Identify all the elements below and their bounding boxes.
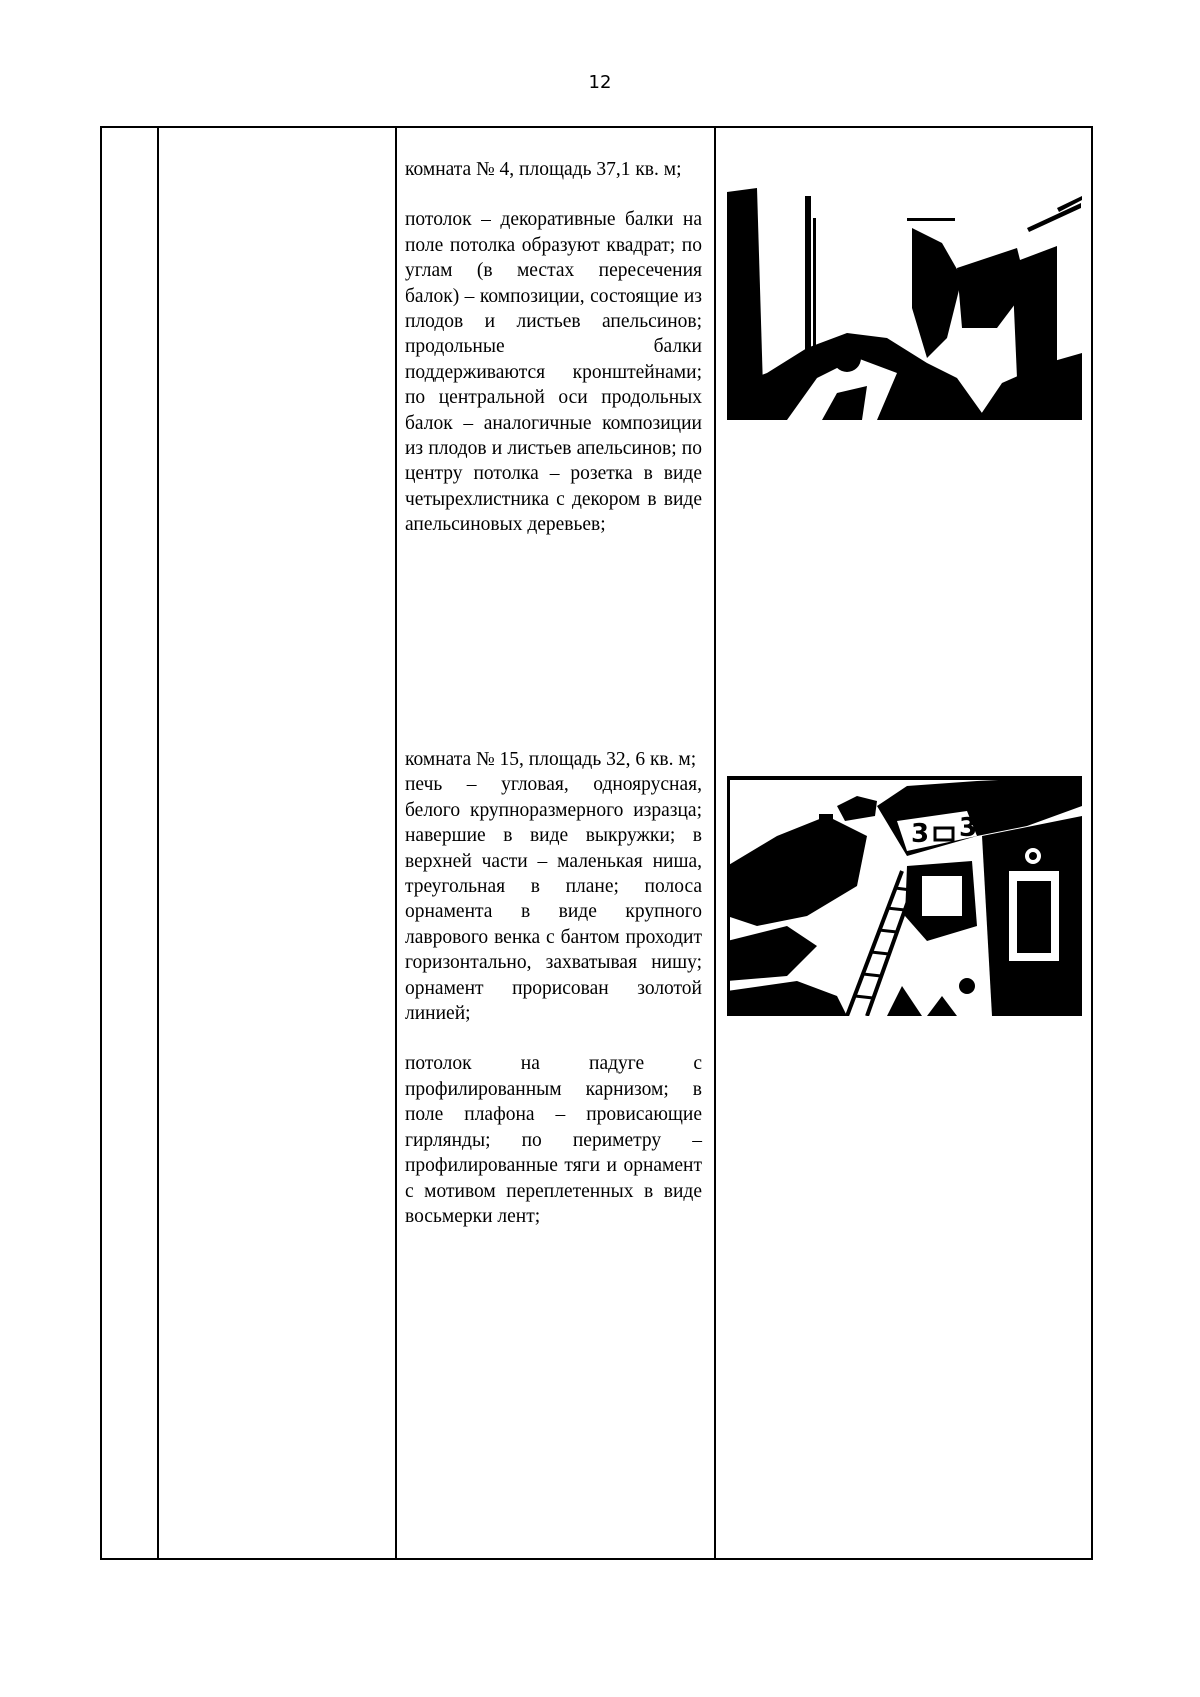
room-15-stove-text: печь – угловая, одноярусная, белого крупноразмерного изразца; навершие в виде выкружки; в верхней части – маленькая ниша, треугольная в плане; полоса орнамента в виде крупного лаврового венка с бантом проходит горизонтально, захватывая нишу; орнамент прорисован золотой линией; (405, 774, 702, 1025)
column-divider-2 (395, 128, 397, 1558)
room-4-heading: комната № 4, площадь 37,1 кв. м; (405, 159, 682, 180)
room-15-stove-photo (727, 776, 1082, 1016)
room-15-heading: комната № 15, площадь 32, 6 кв. м; (405, 749, 697, 770)
column-divider-1 (157, 128, 159, 1558)
page-number: 12 (588, 72, 612, 93)
column-divider-3 (714, 128, 716, 1558)
svg-text:3: 3 (959, 813, 978, 843)
room-4-description (405, 157, 702, 538)
room-4-ceiling-photo (727, 188, 1082, 420)
room-15-description (405, 747, 702, 1229)
room-15-ceiling-text: потолок на падуге с профилированным карнизом; в поле плафона – провисающие гирлянды; по периметру – профилированные тяги и орнамент с мотивом переплетенных в виде восьмерки лент; (405, 1053, 702, 1227)
room-4-ceiling-text: потолок – декоративные балки на поле потолка образуют квадрат; по углам (в местах пересечения балок) – композиции, состоящие из плодов и листьев апельсинов; продольные балки поддерживаются кронштейнами; по центральной оси продольных балок – аналогичные композиции из плодов и листьев апельсинов; по центру потолка – розетка в виде четырехлистника с декором в виде апельсиновых деревьев; (405, 209, 702, 536)
svg-text:3: 3 (911, 819, 930, 849)
